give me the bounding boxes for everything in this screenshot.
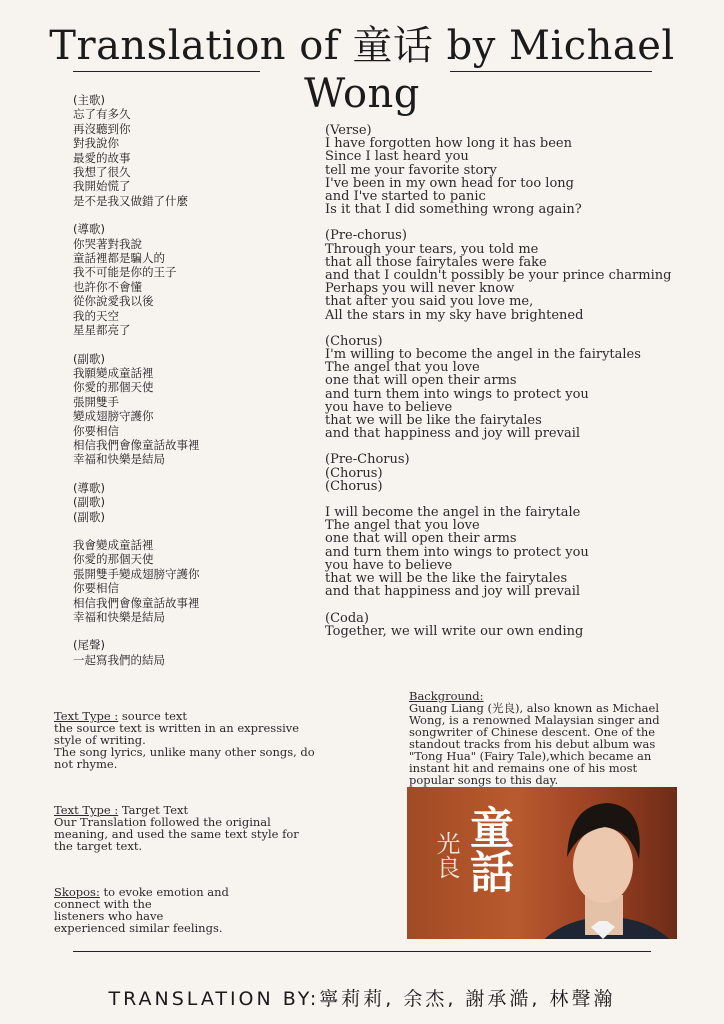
lyric-line: 變成翅膀守護你 (73, 409, 154, 424)
lyric-line: All the stars in my sky have brightened (325, 307, 584, 323)
note-body (54, 722, 339, 770)
lyric-line: Is it that I did something wrong again? (325, 202, 582, 218)
note-line: style of writing. (54, 733, 146, 747)
credits: TRANSLATION BY:寧莉莉, 余杰, 謝承澔, 林聲瀚 (108, 988, 616, 1010)
note-line: listeners who have (54, 909, 164, 923)
lyric-line: 幸福和快樂是結局 (73, 452, 165, 467)
footer-rule (73, 951, 651, 952)
lyric-line: (Chorus) (325, 465, 383, 481)
note-body (54, 898, 339, 934)
lyric-section-label: (副歌) (73, 351, 105, 366)
lyric-line: you have to believe (325, 399, 453, 415)
lyric-block (73, 481, 200, 524)
lyric-block (73, 352, 200, 467)
lyric-line: and that I couldn't possibly be your prince charming (325, 268, 672, 284)
lyric-line: 最愛的故事 (73, 150, 131, 165)
lyric-line: 我不可能是你的王子 (73, 265, 177, 280)
lyric-line: (副歌) (73, 509, 105, 524)
lyric-block (325, 335, 671, 441)
lyric-line: you have to believe (325, 557, 453, 573)
english-lyrics (325, 124, 671, 651)
background-body (409, 702, 681, 786)
lyric-line: 你哭著對我說 (73, 236, 142, 251)
lyric-line: tell me your favorite story (325, 162, 497, 178)
background-line: Guang Liang (光良), also known as Michael (409, 701, 660, 715)
lyric-block (325, 506, 671, 598)
lyric-block (73, 538, 200, 624)
lyric-line: 我會變成童話裡 (73, 537, 154, 552)
lyric-line: Since I last heard you (325, 149, 469, 165)
lyric-line: that we will be the like the fairytales (325, 571, 568, 587)
lyric-line: 相信我們會像童話故事裡 (73, 595, 200, 610)
note-skopos (54, 886, 339, 934)
lyric-block (325, 612, 671, 638)
note-line: Our Translation followed the original (54, 815, 271, 829)
lyric-line: Together, we will write our own ending (325, 623, 584, 639)
lyric-block (73, 222, 200, 337)
lyric-section-label: (Coda) (325, 610, 369, 626)
lyric-line: 也許你不會懂 (73, 279, 142, 294)
lyric-line: Through your tears, you told me (325, 241, 539, 257)
background-line: "Tong Hua" (Fairy Tale),which became an (409, 749, 652, 763)
note-source (54, 710, 339, 770)
lyric-section-label: (主歌) (73, 93, 105, 107)
lyric-line: I'm willing to become the angel in the fairytales (325, 347, 641, 363)
note-line: experienced similar feelings. (54, 921, 223, 935)
background-heading: Background: (409, 689, 484, 703)
lyric-block (73, 93, 200, 208)
lyric-line: and turn them into wings to protect you (325, 544, 589, 560)
lyric-block (325, 229, 671, 321)
lyric-line: 星星都亮了 (73, 323, 131, 338)
lyric-line: 一起寫我們的結局 (73, 652, 165, 667)
lyric-line: 再沒聽到你 (73, 121, 131, 136)
background-line: instant hit and remains one of his most (409, 761, 638, 775)
chinese-lyrics (73, 93, 200, 681)
lyric-line: and that happiness and joy will prevail (325, 426, 581, 442)
lyric-line: 你愛的那個天使 (73, 380, 154, 395)
lyric-line: 你要相信 (73, 581, 119, 596)
lyric-line: (Chorus) (325, 478, 383, 494)
lyric-line: 童話裡都是騙人的 (73, 251, 165, 266)
lyric-section-label: (Pre-chorus) (325, 228, 407, 244)
background-line: songwriter of Chinese descent. One of the (409, 725, 656, 739)
lyric-block (73, 638, 200, 667)
lyric-line: The angel that you love (325, 360, 480, 376)
lyric-section-label: (導歌) (73, 480, 105, 495)
note-target (54, 804, 339, 852)
note-heading: Text Type : (54, 803, 119, 817)
lyric-line: 你要相信 (73, 423, 119, 438)
lyric-line: 是不是我又做錯了什麼 (73, 193, 188, 208)
album-cover (407, 787, 677, 939)
lyric-section-label: (Chorus) (325, 333, 383, 349)
lyric-line: and I've started to panic (325, 189, 486, 205)
background-note (409, 690, 681, 786)
lyric-line: that after you said you love me, (325, 294, 534, 310)
title-rule-left (73, 71, 260, 72)
lyric-line: 我的天空 (73, 308, 119, 323)
background-line: Wong, is a renowned Malaysian singer and (409, 713, 660, 727)
lyric-line: Perhaps you will never know (325, 281, 515, 297)
lyric-block (325, 124, 671, 216)
lyric-section-label: (導歌) (73, 222, 105, 237)
lyric-section-label: (Verse) (325, 123, 372, 138)
lyric-line: 從你說愛我以後 (73, 294, 154, 309)
lyric-line: one that will open their arms (325, 373, 517, 389)
lyric-line: that we will be like the fairytales (325, 413, 542, 429)
lyric-section-label: (尾聲) (73, 638, 105, 653)
lyric-line: 忘了有多久 (73, 107, 131, 122)
note-line: The song lyrics, unlike many other songs, do (54, 745, 315, 759)
note-body (54, 816, 339, 852)
note-heading-rest: source text (118, 709, 188, 723)
title-rule-right (450, 71, 652, 72)
lyric-line: I will become the angel in the fairytale (325, 505, 581, 521)
lyric-line: 幸福和快樂是結局 (73, 610, 165, 624)
note-heading: Skopos: (54, 885, 100, 899)
lyric-line: 相信我們會像童話故事裡 (73, 437, 200, 452)
lyric-line: The angel that you love (325, 518, 480, 534)
note-heading: Text Type : (54, 709, 119, 723)
lyric-line: (副歌) (73, 495, 105, 510)
background-line: popular songs to this day. (409, 773, 559, 787)
note-line: connect with the (54, 897, 152, 911)
lyric-line: one that will open their arms (325, 531, 517, 547)
lyric-line: 我開始慌了 (73, 179, 131, 194)
lyric-line: and turn them into wings to protect you (325, 386, 589, 402)
note-heading-rest: to evoke emotion and (99, 885, 229, 899)
lyric-line: 張開雙手變成翅膀守護你 (73, 566, 200, 581)
lyric-line: and that happiness and joy will prevail (325, 584, 581, 600)
lyric-line: 張開雙手 (73, 394, 119, 409)
lyric-line: I have forgotten how long it has been (325, 136, 572, 152)
lyric-line: I've been in my own head for too long (325, 175, 574, 191)
lyric-line: 我想了很久 (73, 165, 131, 180)
lyric-section-label: (Pre-Chorus) (325, 452, 410, 468)
lyric-line: 對我說你 (73, 136, 119, 151)
lyric-line: that all those fairytales were fake (325, 254, 547, 270)
note-line: meaning, and used the same text style for (54, 827, 299, 841)
page-title: Translation of 童话 by Michael Wong (49, 23, 675, 117)
note-heading-rest: Target Text (118, 803, 189, 817)
album-artist: 光良 (432, 831, 460, 879)
note-line: the target text. (54, 839, 143, 853)
lyric-line: 我願變成童話裡 (73, 365, 154, 380)
note-line: not rhyme. (54, 757, 118, 771)
album-title: 童話 (462, 805, 513, 893)
lyric-line: 你愛的那個天使 (73, 552, 154, 567)
note-line: the source text is written in an expressive (54, 721, 300, 735)
background-line: standout tracks from his debut album was (409, 737, 656, 751)
lyric-block (325, 453, 671, 493)
